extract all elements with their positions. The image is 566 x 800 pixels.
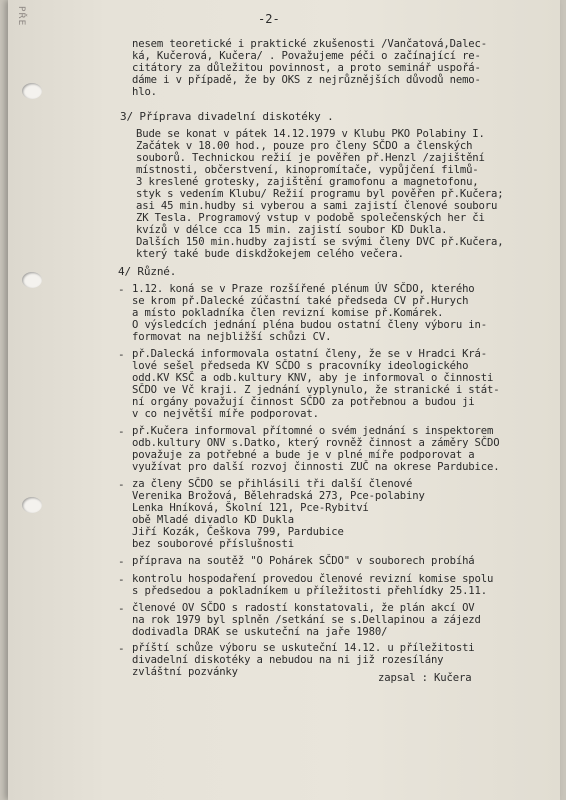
item-line: př.Kučera informoval přítomné o svém jednání s inspektorem (132, 425, 494, 437)
intro-line: ká, Kučerová, Kučera/ . Považujeme péči o začínající re- (132, 50, 481, 62)
section-3-line: asi 45 min.hudby si vyberou a sami zajistí členové souboru (136, 200, 498, 212)
item-line: Jiří Kozák, Češkova 799, Pardubice (132, 526, 344, 538)
section-3-line: souborů. Technickou režií je pověřen př.Henzl /zajištění (136, 152, 485, 164)
bullet-dash: - (118, 478, 125, 491)
bullet-dash: - (118, 602, 125, 615)
section-3-line: 3 kreslené grotesky, zajištění gramofonu a magnetofonu, (136, 176, 479, 188)
item-line: formovat na nejbližší schůzi CV. (132, 331, 332, 343)
item-line: obě Mladé divadlo KD Dukla (132, 514, 294, 526)
section-3-line: který také bude diskdžokejem celého večera. (136, 248, 404, 260)
document-sheet (8, 0, 560, 800)
bullet-dash: - (118, 283, 125, 296)
intro-line: citátory za důležitou povinnost, a proto seminář uspořá- (132, 62, 481, 74)
item-line: se krom př.Dalecké zúčastní také předseda CV př.Hurych (132, 295, 469, 307)
section-3-line: Bude se konat v pátek 14.12.1979 v Klubu PKO Polabiny I. (136, 128, 485, 140)
bullet-dash: - (118, 348, 125, 361)
section-4-heading: 4/ Různé. (118, 265, 177, 278)
item-line: 1.12. koná se v Praze rozšířené plénum ÚV SČDO, kterého (132, 283, 475, 295)
intro-line: nesem teoretické i praktické zkušenosti /Vančatová,Dalec- (132, 38, 487, 50)
bullet-dash: - (118, 642, 125, 655)
item-line: považuje za potřebné a bude je v plné míře podporovat a (132, 449, 475, 461)
punch-hole (22, 272, 42, 288)
item-line: příští schůze výboru se uskuteční 14.12. u příležitosti (132, 642, 475, 654)
page-number: -2- (258, 12, 280, 26)
item-line: využívat pro další rozvoj činnosti ZUČ na okrese Pardubice. (132, 461, 500, 473)
item-line: lové sešel předseda KV SČDO s pracovníky ideologického (132, 360, 469, 372)
item-line: ní orgány považují činnost SČDO za potřebnou a budou ji (132, 396, 475, 408)
section-3-line: Dalších 150 min.hudby zajistí se svými členy DVC př.Kučera, (136, 236, 504, 248)
item-line: v co největší míře podporovat. (132, 408, 319, 420)
item-line: členové OV SČDO s radostí konstatovali, že plán akcí OV (132, 602, 475, 614)
item-line: a místo pokladníka člen revizní komise př.Komárek. (132, 307, 444, 319)
item-line: Verenika Brožová, Bělehradská 273, Pce-polabiny (132, 490, 425, 502)
item-line: za členy SČDO se přihlásili tři další členové (132, 478, 413, 490)
item-line: O výsledcích jednání pléna budou ostatní členy výboru in- (132, 319, 487, 331)
item-line: divadelní diskotéky a nebudou na ni již rozesílány (132, 654, 444, 666)
bullet-dash: - (118, 573, 125, 586)
bullet-dash: - (118, 555, 125, 568)
intro-line: hlo. (132, 86, 157, 98)
item-line: bez souborové příslušnosti (132, 538, 294, 550)
section-3-line: ZK Tesla. Programový vstup v podobě společenských her či (136, 212, 485, 224)
punch-hole (22, 83, 42, 99)
intro-line: dáme i v případě, že by OKS z nejrůznějších důvodů nemo- (132, 74, 481, 86)
bullet-dash: - (118, 425, 125, 438)
item-line: na rok 1979 byl splněn /setkání se s.Dellapinou a zájezd (132, 614, 481, 626)
section-3-line: styk s vedením Klubu/ Režií programu byl pověřen př.Kučera; (136, 188, 504, 200)
item-line: Lenka Hníková, Školní 121, Pce-Rybitví (132, 502, 369, 514)
punch-hole (22, 497, 42, 513)
item-line: příprava na soutěž "O Pohárek SČDO" v souborech probíhá (132, 555, 475, 567)
section-3-heading: 3/ Příprava divadelní diskotéky . (120, 110, 334, 123)
item-line: odd.KV KSČ a odb.kultury KNV, aby je informoval o činnosti (132, 372, 494, 384)
section-3-line: místnosti, občerstvení, kinopromítače, vypůjčení filmů- (136, 164, 479, 176)
item-line: kontrolu hospodaření provedou členové revizní komise spolu (132, 573, 494, 585)
item-line: zvláštní pozvánky (132, 666, 238, 678)
item-line: dodivadla DRAK se uskuteční na jaře 1980/ (132, 626, 388, 638)
item-line: odb.kultury ONV s.Datko, který rovněž činnost a záměry SČDO (132, 437, 500, 449)
item-line: př.Dalecká informovala ostatní členy, že se v Hradci Krá- (132, 348, 487, 360)
item-line: s předsedou a pokladníkem u příležitosti přehlídky 25.11. (132, 585, 487, 597)
margin-stamp: PŘE (16, 6, 26, 27)
signature: zapsal : Kučera (378, 672, 472, 684)
item-line: SČDO ve Vč kraji. Z jednání vyplynulo, že stranické i stát- (132, 384, 500, 396)
section-3-line: Začátek v 18.00 hod., pouze pro členy SČDO a členských (136, 140, 473, 152)
section-3-line: kvízů v délce cca 15 min. zajistí soubor KD Dukla. (136, 224, 448, 236)
